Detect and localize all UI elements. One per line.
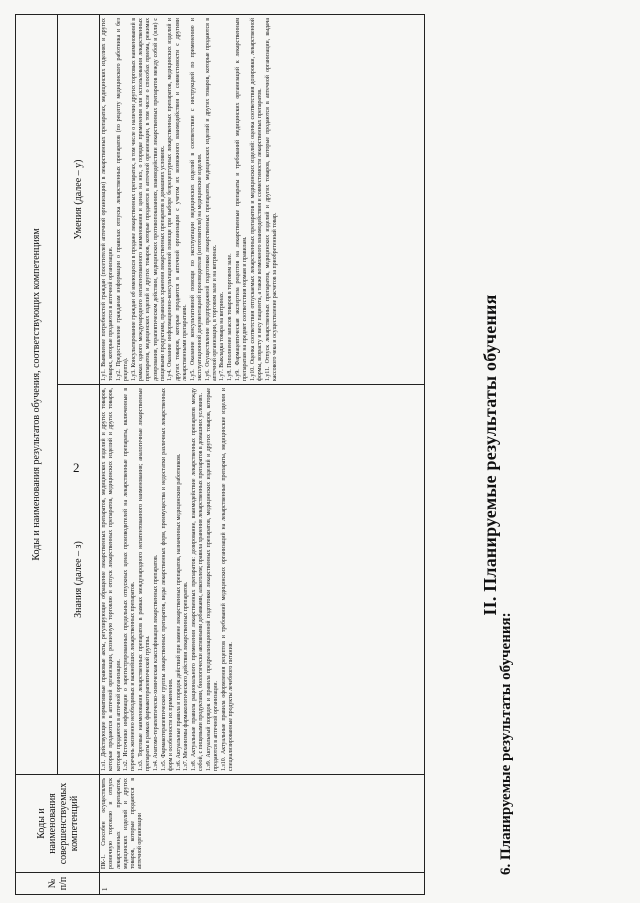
skill-item: 1.у4. Оказание информационно-консультационной помощи при выборе безрецептурных лекарственных препаратов, медицинских изделий и других товаров, которые продаются в аптечной организации с учетом их возможного взаимодействия и совместимости с другими лекарственными препаратами. bbox=[167, 17, 188, 381]
skill-item: 1.у1. Выявление потребностей граждан (посетителей аптечной организации) в лекарственных препаратах, медицинских изделиях и других товарах, которые продаются в аптечной организации. bbox=[101, 17, 115, 381]
skill-item: 1.у11. Отпуск лекарственных препаратов, медицинских изделий и других товаров, которые продаются в аптечной организации, выдача кассового чека и осуществление расчетов за приобретенный товар. bbox=[264, 17, 278, 381]
skill-item: 1.у3. Консультирование граждан об имеющихся в продаже лекарственных препаратах, в том числе о наличии других торговых наименований в рамках одного международного непатентованного наименования и ценах на них, о порядке применения или использования лекарственных препаратов, медицинских изделий и других товаров, которые продаются в аптечной организации, в том числе о способах приема, режимах дозирования, терапевтическом действии, медицинских противопоказаниях, взаимодействии лекарственных препаратов между собой и (или) с пищевыми продуктами, правилах хранения лекарственных препаратов в домашних условиях. bbox=[130, 17, 166, 381]
skill-item: 1.у6. Осуществление предпродажной подготовки лекарственных препаратов, медицинских изделий и других товаров, которые продаются в аптечной организации, в торговом зале и на витринах. bbox=[204, 17, 218, 381]
learning-outcomes-table bbox=[15, 14, 425, 895]
skill-item: 1.у2. Предоставление гражданам информации о правилах отпуска лекарственных препаратов (по рецепту медицинского работника и без рецепта). bbox=[116, 17, 130, 381]
subsection-title: 6. Планируемые результаты обучения: bbox=[498, 612, 514, 875]
skills-cell bbox=[100, 14, 425, 384]
knowledge-item: 1.з1. Действующие нормативные правовые акты, регулирующие обращение лекарственных препаратов, медицинских изделий и других товаров, которые продаются в аптечной организации, розничную торговлю и отпуск лекарственных препаратов, медицинских изделий и других товаров, которые продаются в аптечной организации. bbox=[101, 388, 122, 771]
skill-item: 1.у5. Оказание консультативной помощи по эксплуатации медицинских изделий в соответствии с инструкцией по применению и эксплуатационной документацией производителя (изготовителя) на медицинские изделия. bbox=[189, 17, 203, 381]
knowledge-item: 1.з3. Торговые наименования лекарственных препаратов в рамках международного непатентованного наименования; аналогичные лекарственные препараты в рамках фармакотерапевтической группы. bbox=[138, 388, 152, 771]
competency-cell bbox=[100, 775, 425, 873]
row-number: 1 bbox=[100, 873, 425, 895]
knowledge-item: 1.з10. Актуальные правила оформления рецептов и требований медицинских организаций на лекарственные препараты, медицинские изделия и специализированные продукты лечебного питания. bbox=[220, 388, 235, 771]
knowledge-item: 1.з2. Источники информации о зарегистрированных предельных отпускных ценах производителей на лекарственные препараты, включенные в перечень жизненно необходимых и важнейших лекарственных препаратов. bbox=[123, 388, 137, 771]
knowledge-item: 1.з4. Анатомо-терапевтическо-химическая классификация лекарственных препаратов. bbox=[153, 554, 160, 771]
competency-text: ПК-1. Способен осуществлять розничную торговлю и отпуск лекарственных препаратов, медицинских изделий и других товаров, которые продаются в аптечной организации bbox=[101, 778, 144, 869]
knowledge-item: 1.з5. Фармакотерапевтические группы лекарственных препаратов, виды лекарственных форм, преимущества и недостатки различных лекарственных форм и особенности их применения. bbox=[160, 388, 174, 771]
header-competency: Коды и наименования совершенствуемых компетенций bbox=[16, 775, 100, 873]
knowledge-cell bbox=[100, 385, 425, 775]
skill-item: 1.у7. Выкладка товара на витринах. bbox=[219, 291, 226, 381]
section-title: II. Планируемые результаты обучения bbox=[480, 294, 500, 616]
knowledge-item: 1.з6. Актуальные правила и порядок действий при замене лекарственных препаратов, назначенных медицинским работником. bbox=[175, 453, 182, 771]
header-number: № п/п bbox=[16, 873, 100, 895]
page-number: 2 bbox=[73, 460, 80, 475]
skill-item: 1.у10. Оценка соответствия отпускаемых лекарственных препаратов и медицинских изделий: оценка соответствия дозировки, лекарственной формы, возрасту и весу пациента, а также возможного взаимодействия и совместимости лекарственных препаратов. bbox=[249, 17, 263, 381]
knowledge-item: 1.з8. Актуальные правила рационального применения лекарственных препаратов: дозирование, взаимодействие лекарственных препаратов между собой, с пищевыми продуктами, биологически активными добавками, алкоголем; правила хранения лекарственных препаратов в домашних условиях. bbox=[191, 388, 205, 771]
skill-item: 1.у9. Фармацевтическая экспертиза рецептов на лекарственные препараты и требований медицинских организаций к лекарственным препаратам на предмет соответствия нормам и правилам. bbox=[234, 17, 249, 381]
rotated-page-content bbox=[10, 15, 530, 895]
header-skills: Умения (далее – у) bbox=[58, 14, 100, 384]
knowledge-item: 1.з7. Механизмы фармакологического действия лекарственных препаратов. bbox=[183, 581, 190, 771]
table-row bbox=[100, 14, 425, 894]
header-results-group: Коды и наименования результатов обучения, соответствующих компетенциям bbox=[16, 14, 58, 774]
knowledge-item: 1.з9. Актуальный порядок и правила предреализационной подготовки лекарственных препаратов, медицинских изделий и других товаров, которые продаются в аптечной организации. bbox=[206, 388, 220, 771]
skill-item: 1.у8. Пополнение запасов товаров в торговом зале. bbox=[227, 253, 234, 381]
header-knowledge: Знания (далее – з) bbox=[58, 385, 100, 775]
